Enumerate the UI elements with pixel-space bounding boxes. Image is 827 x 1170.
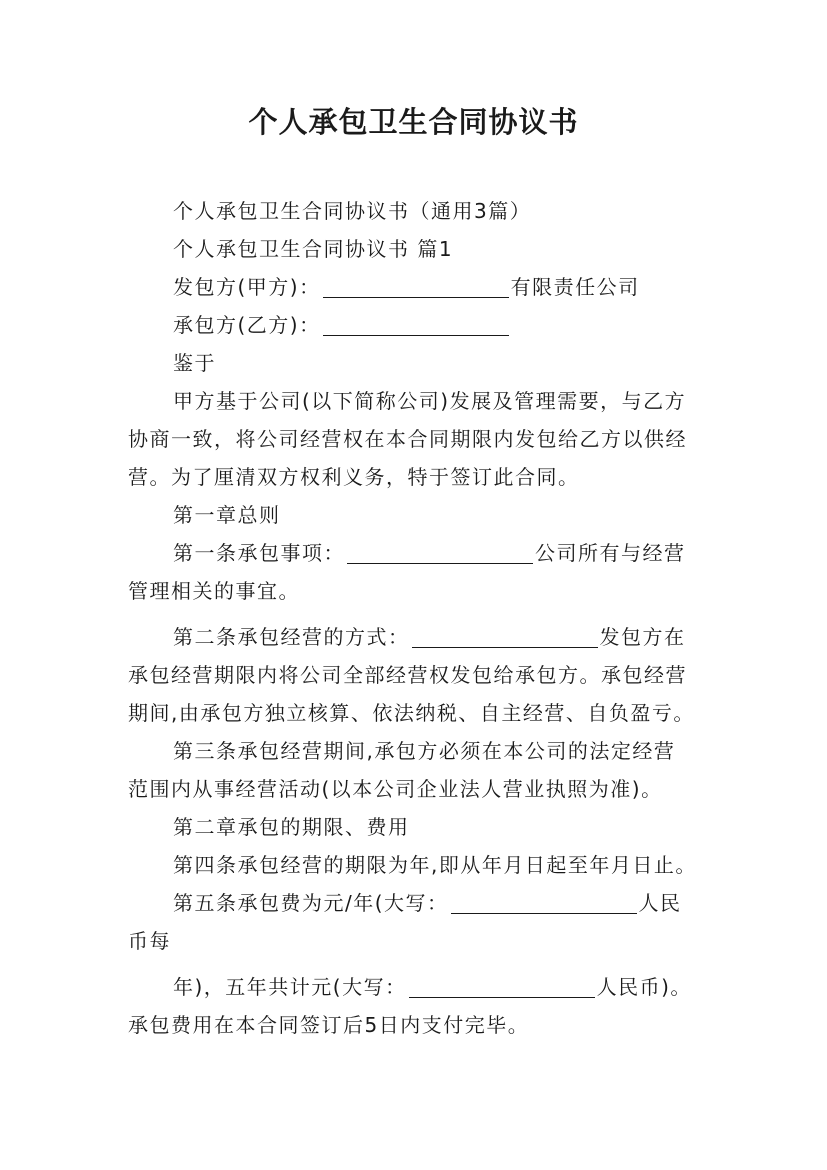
- party-b-blank: [323, 311, 509, 336]
- article-1-blank: [347, 539, 533, 564]
- paragraph-line: 承包经营期限内将公司全部经营权发包给承包方。承包经营: [128, 663, 687, 687]
- article-2-line: [128, 618, 708, 656]
- article-1-label: 第一条承包事项：: [173, 541, 345, 565]
- article-5-line: [128, 884, 708, 922]
- document-title: 个人承包卫生合同协议书: [248, 105, 579, 139]
- party-a-suffix: 有限责任公司: [510, 275, 640, 299]
- paragraph-line: 币每: [128, 929, 171, 953]
- paragraph-line: 甲方基于公司(以下简称公司)发展及管理需要，与乙方: [173, 389, 687, 413]
- paragraph-line: 营。为了厘清双方权利义务，特于签订此合同。: [128, 465, 580, 489]
- article-1-line: [128, 534, 708, 572]
- article-5-suffix: 人民: [638, 891, 682, 915]
- document-body: [128, 192, 708, 1044]
- paragraph-line: 期间,由承包方独立核算、依法纳税、自主经营、自负盈亏。: [128, 701, 695, 725]
- paragraph-line: 第四条承包经营的期限为年,即从年月日起至年月日止。: [173, 853, 697, 877]
- article-5-label: 第五条承包费为元/年(大写：: [173, 891, 449, 915]
- article-5-blank: [451, 889, 637, 914]
- chapter-heading: 第一章总则: [173, 503, 281, 527]
- paragraph-line: 协商一致，将公司经营权在本合同期限内发包给乙方以供经: [128, 427, 687, 451]
- paragraph-line: 范围内从事经营活动(以本公司企业法人营业执照为准)。: [128, 777, 663, 801]
- paragraph-whereas: 鉴于: [173, 351, 216, 375]
- paragraph-subtitle: 个人承包卫生合同协议书（通用3篇）: [173, 199, 532, 223]
- article-2-suffix: 发包方在: [599, 625, 686, 649]
- article-1-suffix: 公司所有与经营: [535, 541, 686, 565]
- total-fee-label: 年)，五年共计元(大写：: [173, 975, 407, 999]
- paragraph-line: 第三条承包经营期间,承包方必须在本公司的法定经营: [173, 739, 676, 763]
- article-2-blank: [412, 623, 598, 648]
- party-a-blank: [323, 273, 509, 298]
- party-a-label: 发包方(甲方)：: [173, 275, 321, 299]
- chapter-heading: 第二章承包的期限、费用: [173, 815, 410, 839]
- paragraph-line: 承包费用在本合同签订后5日内支付完毕。: [128, 1013, 530, 1037]
- paragraph-section-heading: 个人承包卫生合同协议书 篇1: [173, 237, 454, 261]
- party-b-label: 承包方(乙方)：: [173, 313, 321, 337]
- total-fee-suffix: 人民币)。: [596, 975, 692, 999]
- total-fee-line: [128, 968, 708, 1006]
- paragraph-line: 管理相关的事宜。: [128, 579, 300, 603]
- party-b-line: [128, 306, 708, 344]
- party-a-line: [128, 268, 708, 306]
- total-fee-blank: [409, 973, 595, 998]
- article-2-label: 第二条承包经营的方式：: [173, 625, 410, 649]
